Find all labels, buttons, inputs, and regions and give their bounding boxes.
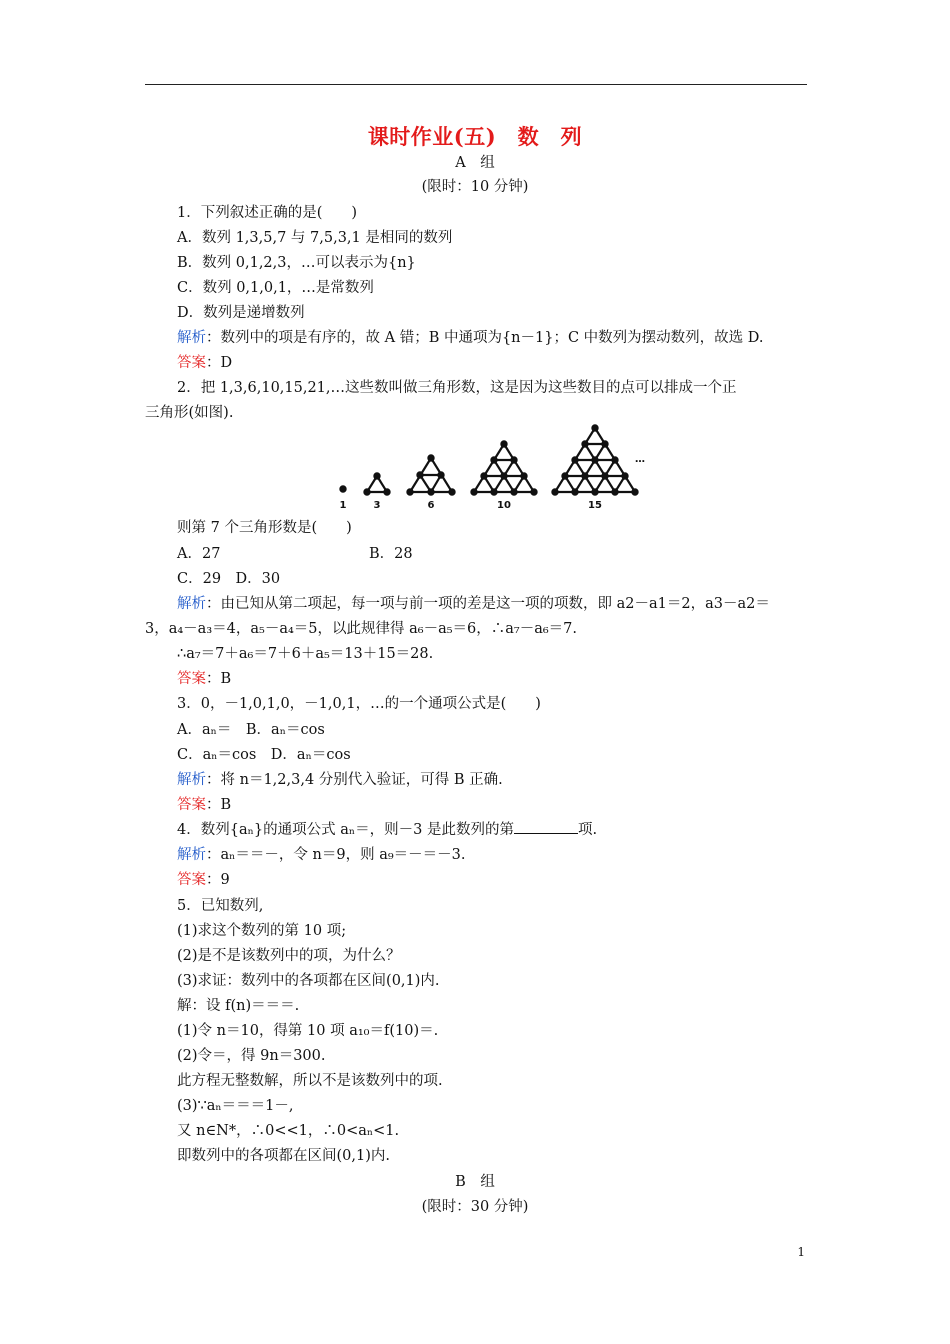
q2-stem-line1: 2．把 1,3,6,10,15,21,…这些数叫做三角形数，这是因为这些数目的点可以排成一个正 — [177, 380, 737, 396]
q4-analysis — [177, 843, 466, 864]
q1-answer — [177, 351, 232, 372]
q4-answer — [177, 868, 230, 889]
figure-label-10: 10 — [497, 500, 511, 511]
q3-stem: 3．0，－1,0,1,0，－1,0,1，…的一个通项公式是( ) — [177, 696, 541, 712]
q1-analysis — [177, 326, 764, 347]
q1-option-a: A．数列 1,3,5,7 与 7,5,3,1 是相同的数列 — [177, 230, 453, 246]
group-b-label: B 组 — [455, 1174, 495, 1190]
analysis-label: 解析 — [177, 847, 206, 863]
analysis-label: 解析 — [177, 772, 206, 788]
q3-answer-value: ：B — [206, 797, 232, 813]
q3-analysis — [177, 768, 503, 789]
analysis-label: 解析 — [177, 596, 206, 612]
answer-label: 答案 — [177, 872, 206, 888]
q3-option-ab: A．aₙ＝ B．aₙ＝cos — [177, 722, 325, 738]
q5-stem: 5．已知数列, — [177, 898, 264, 914]
q5-solution-7: 即数列中的各项都在区间(0,1)内. — [177, 1148, 390, 1164]
triangle-10 — [474, 444, 534, 492]
dot — [340, 486, 345, 491]
group-b-time: (限时：30 分钟) — [421, 1199, 529, 1215]
q5-part3: (3)求证：数列中的各项都在区间(0,1)内. — [177, 973, 440, 989]
q3-analysis-text: ：将 n＝1,2,3,4 分别代入验证，可得 B 正确. — [206, 772, 503, 788]
q5-part2: (2)是不是该数列中的项，为什么？ — [177, 948, 401, 964]
q2-question: 则第 7 个三角形数是( ) — [177, 520, 352, 536]
q2-option-b: B．28 — [369, 546, 413, 562]
figure-label-1: 1 — [339, 500, 347, 511]
answer-label: 答案 — [177, 797, 206, 813]
answer-label: 答案 — [177, 355, 206, 371]
q2-analysis-line2: 3，a₄－a₃＝4，a₅－a₄＝5，以此规律得 a₆－a₅＝6，∴a₇－a₆＝7. — [145, 621, 578, 637]
q5-solution-4: 此方程无整数解，所以不是该数列中的项. — [177, 1073, 443, 1089]
q4-answer-value: ：9 — [206, 872, 230, 888]
q2-analysis-line1 — [177, 592, 770, 613]
q5-solution-6: 又 n∈N*，∴0<<1，∴0<aₙ<1. — [177, 1123, 400, 1139]
q2-analysis-text-b: 2－a1＝2，a3－a2＝ — [625, 596, 770, 612]
q4-stem — [177, 818, 597, 839]
q5-solution-5: (3)∵aₙ＝＝＝1－, — [177, 1098, 294, 1114]
q4-stem-text: 4．数列{aₙ}的通项公式 aₙ＝，则－3 是此数列的第 — [177, 822, 514, 838]
q2-analysis-line3: ∴a₇＝7＋a₆＝7＋6＋a₅＝13＋15＝28. — [177, 646, 434, 662]
figure-label-15: 15 — [588, 500, 602, 511]
q2-stem-line2: 三角形(如图). — [145, 405, 234, 421]
q3-answer — [177, 793, 231, 814]
group-a-label: A 组 — [455, 155, 495, 171]
triangle-numbers-figure — [335, 424, 675, 512]
q2-option-cd: C．29 D．30 — [177, 571, 281, 587]
analysis-label: 解析 — [177, 330, 206, 346]
q1-option-d: D．数列是递增数列 — [177, 305, 305, 321]
q4-analysis-text: ：aₙ＝＝－，令 n＝9，则 a₉＝－＝－3. — [206, 847, 466, 863]
q3-option-cd: C．aₙ＝cos D．aₙ＝cos — [177, 747, 351, 763]
figure-label-3: 3 — [373, 500, 381, 511]
q5-solution-2: (1)令 n＝10，得第 10 项 a₁₀＝f(10)＝. — [177, 1023, 439, 1039]
figure-label-6: 6 — [427, 500, 435, 511]
q1-analysis-text: ：数列中的项是有序的，故 A 错；B 中通项为{n－1}；C 中数列为摆动数列，故选 D. — [206, 330, 764, 346]
q1-option-b: B．数列 0,1,2,3，…可以表示为{n} — [177, 255, 416, 271]
page-number: 1 — [797, 1245, 805, 1259]
figure-more: … — [635, 454, 645, 465]
q1-answer-value: ：D — [206, 355, 233, 371]
header-rule — [145, 84, 807, 85]
answer-blank — [514, 821, 578, 834]
group-a-time: (限时：10 分钟) — [421, 179, 529, 195]
q2-option-a: A．27 — [177, 546, 221, 562]
q2-answer — [177, 667, 231, 688]
answer-label: 答案 — [177, 671, 206, 687]
q5-solution-3: (2)令＝，得 9n＝300. — [177, 1048, 326, 1064]
q2-answer-value: ：B — [206, 671, 232, 687]
q5-solution-1: 解：设 f(n)＝＝＝. — [177, 998, 300, 1014]
q2-analysis-text-a: ：由已知从第二项起，每一项与前一项的差是这一项的项数，即 a — [206, 596, 626, 612]
q1-option-c: C．数列 0,1,0,1，…是常数列 — [177, 280, 374, 296]
q4-stem-end: 项. — [577, 822, 598, 838]
page-title: 课时作业(五) 数 列 — [367, 124, 583, 149]
q1-stem: 1．下列叙述正确的是( ) — [177, 205, 358, 221]
q5-part1: (1)求这个数列的第 10 项; — [177, 923, 347, 939]
